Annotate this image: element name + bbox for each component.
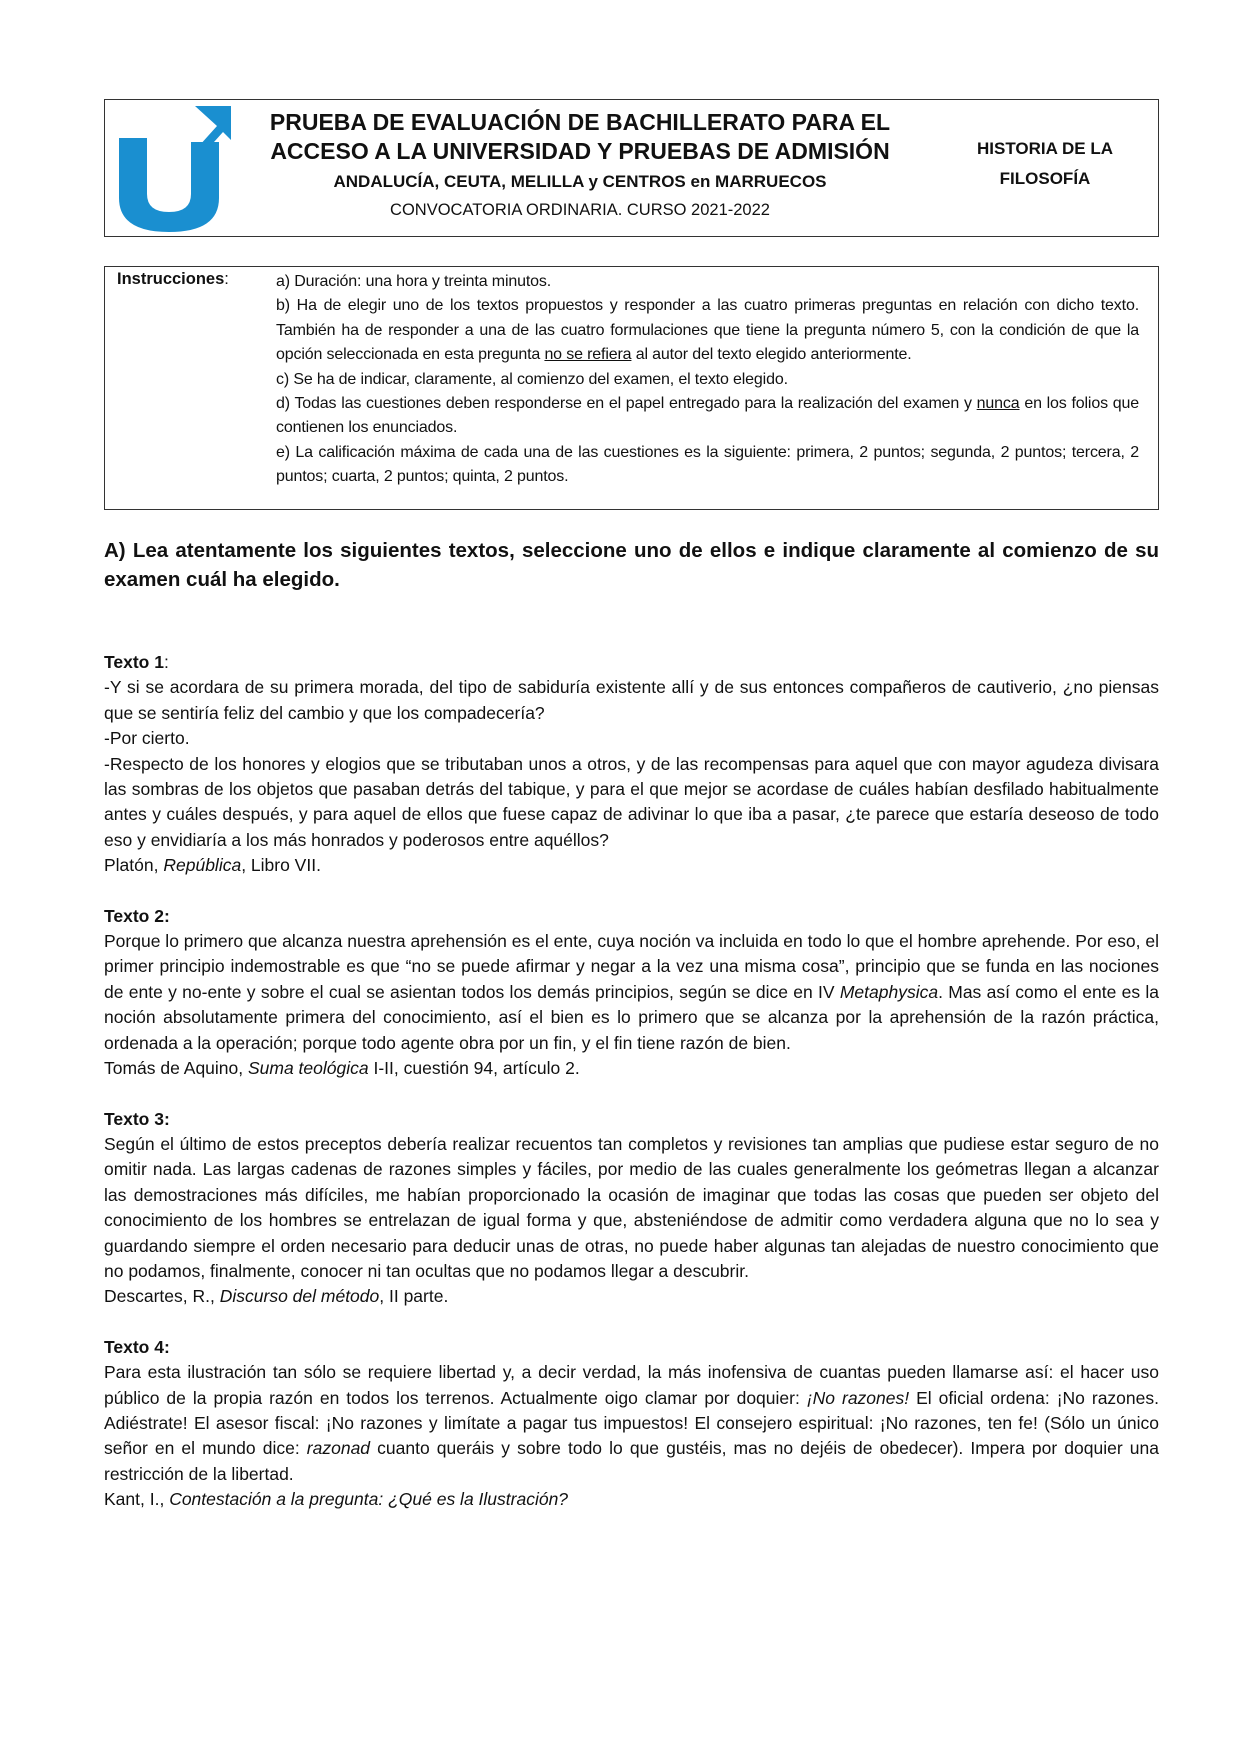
texto-3-title: Texto 3:: [104, 1108, 170, 1129]
texts-container: [104, 650, 1159, 1538]
exam-region: ANDALUCÍA, CEUTA, MELILLA y CENTROS en MARRUECOS: [333, 172, 827, 191]
subject-line-1: HISTORIA DE LA: [976, 139, 1113, 158]
instruction-e: e) La calificación máxima de cada una de las cuestiones es la siguiente: primera, 2 puntos; segunda, 2 puntos; tercera, 2 puntos; cuarta, 2 puntos; quinta, 2 puntos.: [276, 443, 1139, 486]
texto-4-reference: Kant, I., Contestación a la pregunta: ¿Qué es la Ilustración?: [104, 1489, 569, 1510]
instruction-c: c) Se ha de indicar, claramente, al comienzo del examen, el texto elegido.: [276, 370, 788, 388]
exam-header: [104, 99, 1159, 237]
exam-convocatoria: CONVOCATORIA ORDINARIA. CURSO 2021-2022: [390, 201, 770, 219]
texto-3-paragraph: Según el último de estos preceptos debería realizar recuentos tan completos y revisiones tan amplias que pudiese estar seguro de no omitir nada. Las largas cadenas de razones simples y fáciles, por medio de las cuales generalmente los geómetras llegan a alcanzar las demostraciones más difíciles, me habían proporcionado la ocasión de imaginar que todas las cosas que pueden ser objeto del conocimiento de los hombres se entrelazan de igual forma y que, absteniéndose de admitir como verdadera alguna que no lo sea y guardando siempre el orden necesario para deducir unas de otras, no puede haber algunas tan alejadas de nuestro conocimiento que no podamos, finalmente, conocer ni tan ocultas que no podamos llegar a descubrir.: [104, 1133, 1159, 1281]
texto-1: Texto 1: -Y si se acordara de su primera morada, del tipo de sabiduría existente allí y de sus entonces compañeros de cautiverio, ¿no piensas que se sentiría feliz del cambio y que los compadecería? -Por cierto. -Respecto de los honores y elogios que se tributaban unos a otros, y de las recompensas para aquel que con mayor agudeza divisara las sombras de los objetos que pasaban detrás del tabique, y para el que mejor se acordase de cuáles habían desfilado habitualmente antes y cuáles después, y para aquel de ellos que fuese capaz de adivinar lo que iba a pasar, ¿te parece que estaría deseoso de todo eso y envidiaría a los más honrados y poderosos entre aquéllos? Platón, República, Libro VII.: [104, 650, 1159, 879]
texto-4: [104, 1335, 1159, 1513]
instructions-box: [104, 266, 1159, 510]
subject-line-2: FILOSOFÍA: [999, 169, 1091, 188]
texto-2: [104, 904, 1159, 1082]
exam-subject: [935, 134, 1155, 194]
texto-2-reference: Tomás de Aquino, Suma teológica I-II, cuestión 94, artículo 2.: [104, 1058, 580, 1079]
texto-1-paragraph-1: -Y si se acordara de su primera morada, del tipo de sabiduría existente allí y de sus entonces compañeros de cautiverio, ¿no piensas que se sentiría feliz del cambio y que los compadecería?: [104, 677, 1159, 723]
texto-2-paragraph: Porque lo primero que alcanza nuestra aprehensión es el ente, cuya noción va incluida en todo lo que el hombre aprehende. Por eso, el primer principio indemostrable es que “no se puede afirmar y negar a la vez una misma cosa”, principio que se funda en las nociones de ente y no-ente y sobre el cual se asientan todos los demás principios, según se dice en IV Metaphysica. Mas así como el ente es la noción absolutamente primera del conocimiento, así el bien es lo primero que se alcanza por la aprehensión de la razón práctica, ordenada a la operación; porque todo agente obra por un fin, y el fin tiene razón de bien.: [104, 931, 1159, 1053]
texto-1-title: Texto 1: [104, 652, 164, 672]
instructions-label: Instrucciones:: [117, 270, 229, 288]
texto-1-reference: Platón, República, Libro VII.: [104, 855, 321, 876]
exam-title-line-2: ACCESO A LA UNIVERSIDAD Y PRUEBAS DE ADMISIÓN: [270, 138, 890, 164]
texto-3-reference: Descartes, R., Discurso del método, II parte.: [104, 1286, 449, 1307]
instructions-list: [276, 270, 1139, 490]
university-logo-icon: [113, 102, 237, 234]
section-a-heading: A) Lea atentamente los siguientes textos, seleccione uno de ellos e indique claramente al comienzo de su examen cuál ha elegido.: [104, 539, 1159, 591]
instruction-a: a) Duración: una hora y treinta minutos.: [276, 273, 552, 290]
texto-1-paragraph-3: -Respecto de los honores y elogios que se tributaban unos a otros, y de las recompensas para aquel que con mayor agudeza divisara las sombras de los objetos que pasaban detrás del tabique, y para el que mejor se acordase de cuáles habían desfilado habitualmente antes y cuáles después, y para aquel de ellos que fuese capaz de adivinar lo que iba a pasar, ¿te parece que estaría deseoso de todo eso y envidiaría a los más honrados y poderosos entre aquéllos?: [104, 753, 1159, 850]
texto-4-title: Texto 4:: [104, 1336, 170, 1357]
texto-1-paragraph-2: -Por cierto.: [104, 728, 190, 749]
exam-title-block: [250, 108, 910, 220]
instruction-b: b) Ha de elegir uno de los textos propuestos y responder a las cuatro primeras preguntas en relación con dicho texto. También ha de responder a una de las cuatro formulaciones que tiene la pregunta número 5, con la condición de que la opción seleccionada en esta pregunta no se refiera al autor del texto elegido anteriormente.: [276, 297, 1139, 364]
instruction-d: d) Todas las cuestiones deben responderse en el papel entregado para la realización del examen y nunca en los folios que contienen los enunciados.: [276, 395, 1139, 437]
texto-3: [104, 1107, 1159, 1310]
exam-title-line-1: PRUEBA DE EVALUACIÓN DE BACHILLERATO PARA EL: [269, 109, 891, 135]
texto-2-title: Texto 2:: [104, 905, 170, 926]
texto-4-paragraph: Para esta ilustración tan sólo se requiere libertad y, a decir verdad, la más inofensiva de cuantas pueden llamarse así: el hacer uso público de la propia razón en todos los terrenos. Actualmente oigo clamar por doquier: ¡No razones! El oficial ordena: ¡No razones. Adiéstrate! El asesor fiscal: ¡No razones y limítate a pagar tus impuestos! El consejero espiritual: ¡No razones, ten fe! (Sólo un único señor en el mundo dice: razonad cuanto queráis y sobre todo lo que gustéis, mas no dejéis de obedecer). Impera por doquier una restricción de la libertad.: [104, 1362, 1159, 1484]
